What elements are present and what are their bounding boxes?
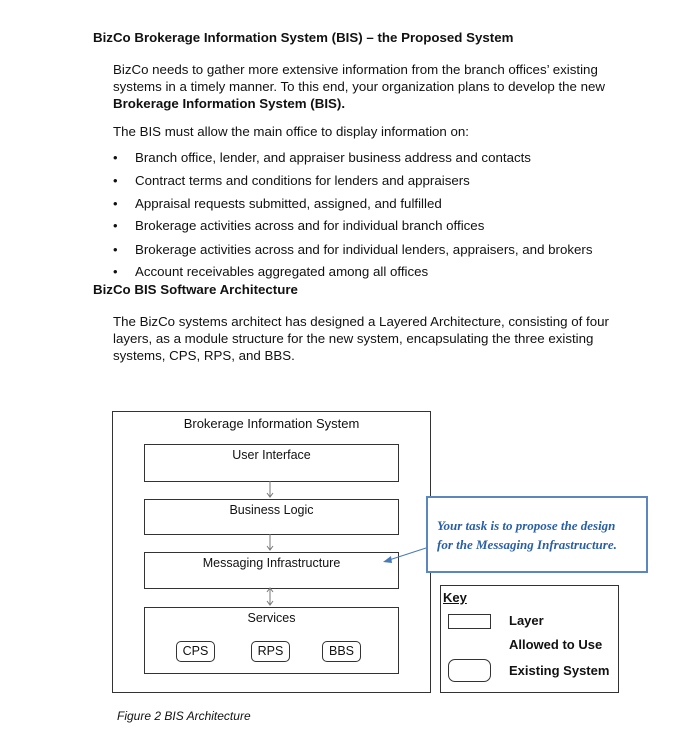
list-item-text: Brokerage activities across and for individual branch offices bbox=[135, 218, 485, 233]
section-heading-proposed-system: BizCo Brokerage Information System (BIS) – the Proposed System bbox=[93, 30, 514, 45]
intro-line: BizCo needs to gather more extensive information from the branch offices’ existing bbox=[113, 62, 598, 77]
list-item-text: Contract terms and conditions for lenders and appraisers bbox=[135, 173, 470, 188]
task-callout bbox=[426, 496, 648, 573]
bullet-icon: • bbox=[113, 264, 118, 279]
callout-pointer bbox=[383, 548, 426, 563]
arch-line: systems, CPS, RPS, and BBS. bbox=[113, 348, 295, 363]
layer-label: User Interface bbox=[232, 448, 311, 462]
bullet-icon: • bbox=[113, 150, 118, 165]
existing-system-cps: CPS bbox=[176, 641, 215, 662]
list-item-text: Branch office, lender, and appraiser business address and contacts bbox=[135, 150, 531, 165]
existing-system-bbs: BBS bbox=[322, 641, 361, 662]
arch-line: layers, as a module structure for the new system, encapsulating the three existing bbox=[113, 331, 594, 346]
uses-arrow-ui-to-logic bbox=[267, 481, 273, 497]
section-heading-architecture: BizCo BIS Software Architecture bbox=[93, 282, 298, 297]
key-existing-system-icon bbox=[448, 659, 491, 682]
bullet-icon: • bbox=[113, 242, 118, 257]
uses-arrow-logic-to-messaging bbox=[267, 534, 273, 550]
uses-arrow-messaging-to-services bbox=[267, 588, 273, 605]
key-layer-icon bbox=[448, 614, 491, 629]
bullet-icon: • bbox=[113, 173, 118, 188]
list-item-text: Account receivables aggregated among all offices bbox=[135, 264, 429, 279]
task-line: for the Messaging Infrastructure. bbox=[437, 537, 617, 552]
intro-line: systems in a timely manner. To this end, your organization plans to develop the new bbox=[113, 79, 606, 94]
arch-line: The BizCo systems architect has designed a Layered Architecture, consisting of four bbox=[113, 314, 609, 329]
list-intro: The BIS must allow the main office to display information on: bbox=[113, 124, 469, 139]
list-item-text: Brokerage activities across and for individual lenders, appraisers, and brokers bbox=[135, 242, 593, 257]
key-title: Key bbox=[443, 590, 467, 605]
bullet-icon: • bbox=[113, 196, 118, 211]
intro-line-bold: Brokerage Information System (BIS). bbox=[113, 96, 346, 111]
list-item-text: Appraisal requests submitted, assigned, and fulfilled bbox=[135, 196, 442, 211]
bullet-icon: • bbox=[113, 218, 118, 233]
key-layer-label: Layer bbox=[509, 613, 544, 628]
task-text bbox=[437, 516, 617, 554]
figure-caption: Figure 2 BIS Architecture bbox=[117, 709, 251, 723]
diagram-title: Brokerage Information System bbox=[183, 416, 360, 431]
layer-label: Business Logic bbox=[229, 503, 314, 517]
task-line: Your task is to propose the design bbox=[437, 518, 616, 533]
layer-label: Services bbox=[247, 611, 296, 625]
layer-label: Messaging Infrastructure bbox=[202, 556, 341, 570]
key-existing-label: Existing System bbox=[509, 663, 610, 678]
key-allowed-label: Allowed to Use bbox=[509, 637, 603, 652]
existing-system-rps: RPS bbox=[251, 641, 290, 662]
